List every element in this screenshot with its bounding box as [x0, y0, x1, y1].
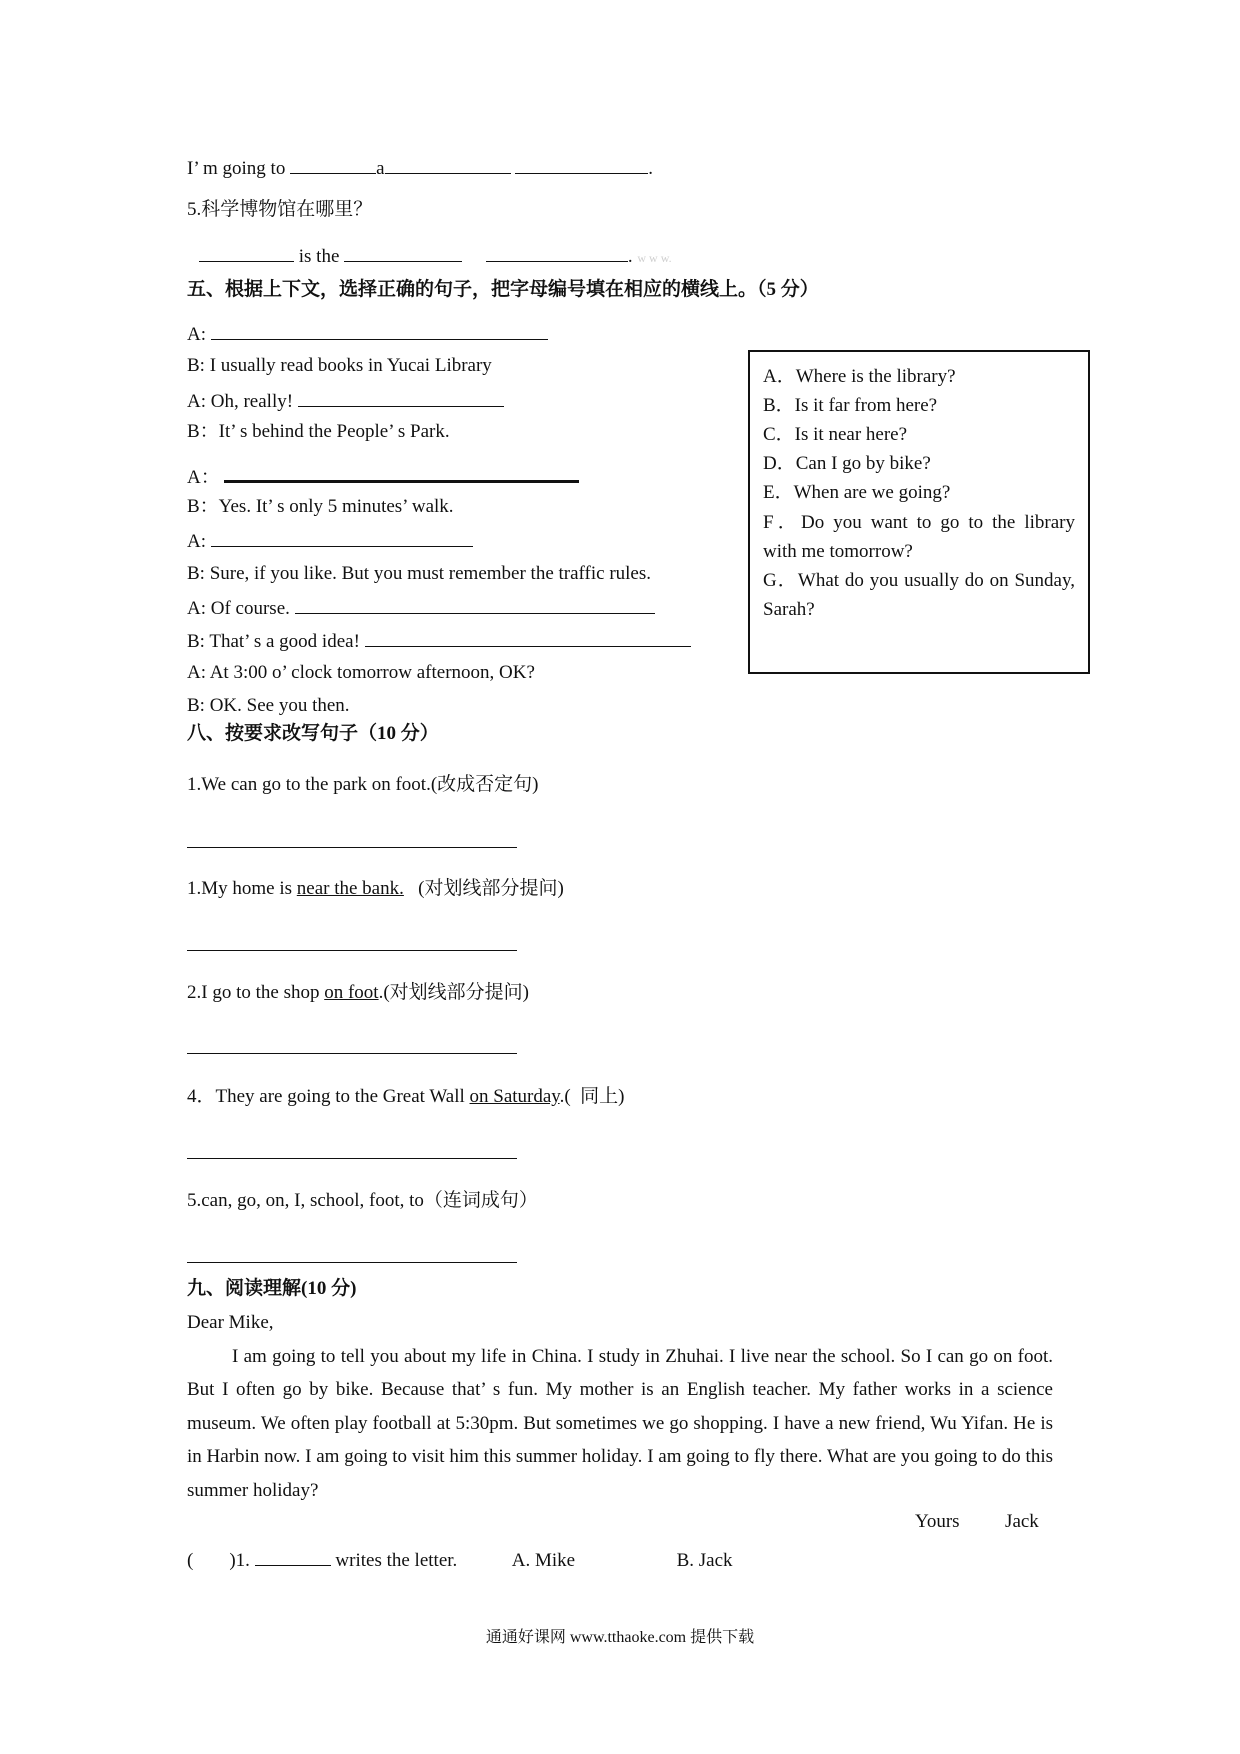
dialogue-line-2: B: I usually read books in Yucai Library [187, 355, 492, 376]
q5-prompt: 5.科学博物馆在哪里？ [187, 199, 373, 220]
q4-mid: a [376, 158, 385, 179]
dialogue-line-3 [187, 388, 504, 414]
option-b: B. Jack [676, 1550, 733, 1571]
blank[interactable] [199, 243, 294, 262]
option-f: F．Do you want to go to the library with me tomorrow? [763, 512, 1075, 562]
blank[interactable] [211, 528, 473, 547]
answer-paren-open: ( [187, 1550, 194, 1571]
dialogue-text: A: Oh, really! [187, 391, 294, 412]
item-text: 4．They are going to the Great Wall [187, 1086, 470, 1107]
rewrite-item-5 [187, 1189, 538, 1213]
reading-question-1 [187, 1547, 733, 1573]
section8-heading: 八、按要求改写句子（10 分） [187, 723, 439, 744]
option-d: D．Can I go by bike? [763, 453, 931, 474]
dialogue-line-7 [187, 528, 473, 554]
letter-signature [915, 1510, 1039, 1534]
underlined-phrase: near the bank. [296, 878, 404, 899]
rewrite-item-3 [187, 981, 529, 1005]
item-text: 1.We can go to the park on foot.(改成否定句) [187, 774, 539, 795]
section9-heading: 九、阅读理解(10 分) [187, 1278, 357, 1299]
dialogue-line-9 [187, 595, 655, 621]
option-a: A. Mike [511, 1550, 576, 1571]
section5-heading: 五、根据上下文，选择正确的句子，把字母编号填在相应的横线上。（5 分） [187, 279, 819, 300]
blank[interactable] [298, 388, 504, 407]
option-e: E．When are we going? [763, 482, 951, 503]
dialogue-line-1 [187, 321, 548, 347]
q4-end: . [648, 158, 654, 179]
dialogue-line-6: B：Yes. It’ s only 5 minutes’ walk. [187, 496, 454, 517]
option-a: A．Where is the library? [763, 366, 956, 387]
item-instruction: .( 同上) [559, 1086, 625, 1107]
blank[interactable] [295, 595, 655, 614]
signature-name: Jack [1005, 1511, 1039, 1532]
answer-line[interactable] [187, 1158, 517, 1159]
item-text: 1.My home is [187, 878, 297, 899]
blank[interactable] [515, 155, 648, 174]
dialogue-line-5 [187, 454, 579, 490]
dialogue-text: A: [187, 324, 206, 345]
dialogue-line-4: B：It’ s behind the People’ s Park. [187, 421, 450, 442]
dialogue-line-12: B: OK. See you then. [187, 695, 350, 716]
answer-line[interactable] [187, 1262, 517, 1263]
options-box [748, 350, 1090, 674]
answer-line[interactable] [187, 847, 517, 848]
q4-prefix: I’ m going to [187, 158, 286, 179]
blank[interactable] [211, 321, 548, 340]
rewrite-item-1 [187, 773, 538, 797]
underlined-phrase: on foot [324, 982, 379, 1003]
item-instruction: (对划线部分提问) [403, 878, 564, 899]
q5-mid: is the [298, 246, 340, 267]
blank[interactable] [344, 243, 462, 262]
letter-greeting: Dear Mike, [187, 1312, 274, 1333]
answer-line[interactable] [187, 1053, 517, 1054]
dialogue-line-11: A: At 3:00 o’ clock tomorrow afternoon, OK? [187, 662, 535, 683]
item-text: 2.I go to the shop [187, 982, 325, 1003]
underlined-phrase: on Saturday [469, 1086, 560, 1107]
letter-body: I am going to tell you about my life in China. I study in Zhuhai. I live near the school. So I can go on foot. But I often go by bike. Because that’ s fun. My mother is an English teacher. My father works in a science museum. We often play football at 5:30pm. But sometimes we go shopping. I have a new friend, Wu Yifan. He is in Harbin now. I am going to visit him this summer holiday. I am going to fly there. What are you going to do this summer holiday? [187, 1346, 1053, 1501]
rewrite-item-2 [187, 877, 564, 901]
blank[interactable] [255, 1547, 331, 1566]
blank[interactable] [290, 155, 376, 174]
dialogue-text: A： [187, 467, 220, 488]
dialogue-text: B: That’ s a good idea! [187, 631, 360, 652]
signature-yours: Yours [915, 1511, 960, 1532]
question-text: writes the letter. [335, 1550, 458, 1571]
option-g: G．What do you usually do on Sunday, Sarah? [763, 570, 1075, 620]
blank[interactable] [486, 243, 628, 262]
answer-line[interactable] [187, 950, 517, 951]
question-number: )1. [229, 1550, 250, 1571]
q5-end: . [627, 246, 633, 267]
rewrite-item-4 [187, 1085, 624, 1109]
dialogue-text: A: Of course. [187, 598, 290, 619]
option-c: C．Is it near here? [763, 424, 908, 445]
q5-answer-line [199, 243, 672, 270]
option-b: B．Is it far from here? [763, 395, 938, 416]
blank[interactable] [224, 454, 579, 483]
dialogue-line-10 [187, 628, 691, 654]
page-footer: 通通好课网 www.tthaoke.com 提供下载 [485, 1629, 755, 1646]
dialogue-line-8: B: Sure, if you like. But you must remember the traffic rules. [187, 563, 651, 584]
item-text: 5.can, go, on, I, school, foot, to（连词成句） [187, 1190, 538, 1211]
blank[interactable] [385, 155, 511, 174]
blank[interactable] [365, 628, 691, 647]
item-instruction: .(对划线部分提问) [378, 982, 529, 1003]
dialogue-text: A: [187, 531, 206, 552]
faint-watermark-text: w w w. [637, 251, 672, 265]
q4-answer-line [187, 155, 653, 181]
